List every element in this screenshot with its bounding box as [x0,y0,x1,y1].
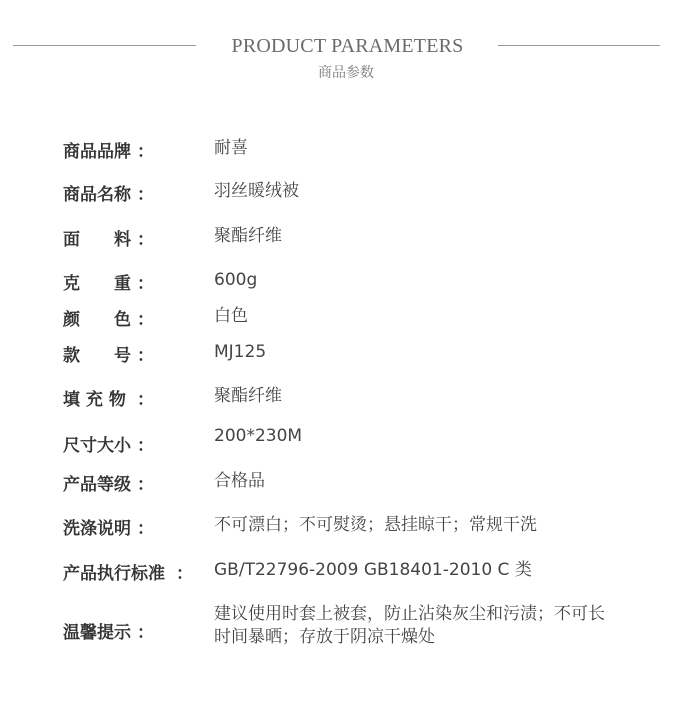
param-value-line: 时间暴晒；存放于阴凉干燥处 [214,627,435,647]
param-label: 商品名称 [63,185,131,205]
param-value: GB/T22796-2009 GB18401-2010 C 类 [214,560,532,580]
param-label: 款 号 [63,346,131,366]
param-label: 克 重 [63,274,131,294]
param-label: 尺寸大小 [63,436,131,456]
param-value: 羽丝暖绒被 [214,181,299,201]
param-colon: ： [137,623,154,643]
param-colon: ： [137,346,154,366]
param-value: 200*230M [214,426,303,446]
param-value: 合格品 [214,471,265,491]
param-colon: ： [137,274,154,294]
param-value-line: 建议使用时套上被套，防止沾染灰尘和污渍；不可长 [214,604,605,624]
param-value: 聚酯纤维 [214,226,282,246]
param-colon: ： [137,142,154,162]
section-title: PRODUCT PARAMETERS [231,35,464,57]
param-label: 颜 色 [63,310,131,330]
param-label: 产品执行标准 [63,564,165,584]
param-colon: ： [137,436,154,456]
param-label: 温馨提示 [63,623,131,643]
section-subtitle: 商品参数 [318,65,374,81]
param-label: 面 料 [63,230,131,250]
param-colon: ： [176,564,193,584]
param-value: MJ125 [214,342,267,362]
param-colon: ： [137,310,154,330]
param-value [214,603,639,649]
param-label: 商品品牌 [63,142,131,162]
param-colon: ： [137,475,154,495]
param-value: 600g [214,270,258,290]
param-colon: ： [137,230,154,250]
param-value: 白色 [214,306,248,326]
param-label: 产品等级 [63,475,131,495]
param-colon: ： [137,185,154,205]
param-label: 填 充 物 [63,390,126,410]
param-value: 聚酯纤维 [214,386,282,406]
param-value: 耐喜 [214,138,248,158]
param-colon: ： [137,519,154,539]
param-value: 不可漂白；不可熨烫；悬挂晾干；常规干洗 [214,515,537,535]
param-label: 洗涤说明 [63,519,131,539]
param-colon: ： [137,390,154,410]
